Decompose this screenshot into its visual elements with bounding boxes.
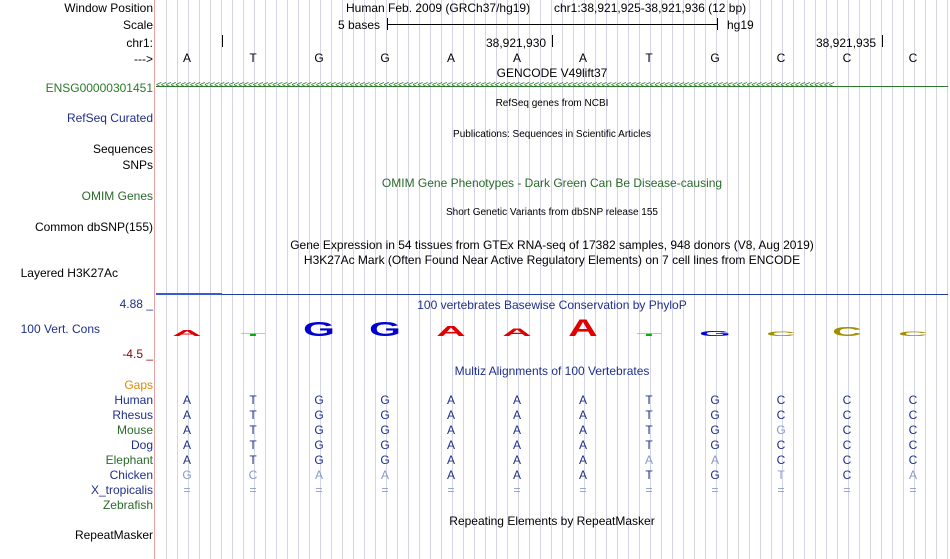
- alignment-base: A: [578, 453, 587, 467]
- alignment-base: =: [579, 483, 587, 497]
- reference-base: A: [446, 51, 455, 65]
- alignment-base: C: [248, 468, 258, 482]
- snps-track-label[interactable]: SNPs: [122, 158, 153, 172]
- alignment-base: A: [512, 468, 521, 482]
- conservation-letter: C: [898, 330, 928, 338]
- cons-baseline-highlight: [156, 293, 222, 295]
- alignment-base: =: [711, 483, 719, 497]
- multiz-track-title: Multiz Alignments of 100 Vertebrates: [454, 364, 650, 378]
- species-label-rhesus[interactable]: Rhesus: [112, 408, 153, 422]
- coord-tick-1: [222, 35, 223, 47]
- alignment-base: C: [776, 393, 786, 407]
- alignment-base: A: [644, 453, 653, 467]
- alignment-base: =: [315, 483, 323, 497]
- coord-tick-3: [882, 35, 883, 47]
- alignment-base: T: [249, 393, 257, 407]
- refseq-track-title: RefSeq genes from NCBI: [495, 98, 609, 109]
- scale-label: Scale: [122, 18, 153, 32]
- alignment-base: T: [645, 438, 653, 452]
- omim-track-title: OMIM Gene Phenotypes - Dark Green Can Be Disease-causing: [381, 176, 723, 190]
- gaps-label: Gaps: [124, 378, 153, 392]
- ensg-track-label[interactable]: ENSG00000301451: [45, 81, 153, 95]
- alignment-base: C: [842, 423, 852, 437]
- assembly-title: Human Feb. 2009 (GRCh37/hg19): [346, 1, 531, 15]
- alignment-base: A: [512, 453, 521, 467]
- alignment-base: G: [314, 393, 324, 407]
- alignment-base: G: [314, 408, 324, 422]
- alignment-base: =: [843, 483, 851, 497]
- reference-base: G: [380, 51, 390, 65]
- alignment-base: A: [314, 468, 323, 482]
- dbsnp-track-label[interactable]: Common dbSNP(155): [34, 220, 153, 234]
- repeatmasker-track-label[interactable]: RepeatMasker: [74, 528, 153, 542]
- refseq-track-label[interactable]: RefSeq Curated: [66, 111, 153, 125]
- alignment-base: T: [645, 468, 653, 482]
- alignment-base: =: [183, 483, 191, 497]
- h3k27ac-track-title: H3K27Ac Mark (Often Found Near Active Regulatory Elements) on 7 cell lines from ENCODE: [303, 253, 801, 267]
- alignment-base: T: [777, 468, 785, 482]
- alignment-base: G: [776, 423, 786, 437]
- reference-base: C: [908, 51, 918, 65]
- conservation-logo: [156, 314, 948, 342]
- alignment-base: A: [512, 393, 521, 407]
- gencode-transcript-line[interactable]: <<<<<<<<<<<<<<<<<<<<<<<<<<<<<<<<<<<<<<<<<<<<<<<<<<<<<<<<<<<<<<<<<<<<<<<<<<<<<<<<<<<<<<<<<<<<<<<<<<<<<<<<<<<<<<<<<<<<<<<<<<<<<<<<<<<<<<<<<<<<: [156, 81, 948, 93]
- coord-label-2: 38,921,935: [816, 36, 877, 50]
- omim-track-label[interactable]: OMIM Genes: [81, 189, 153, 203]
- window-position-label: Window Position: [64, 1, 153, 15]
- cons-max-label: 4.88 _: [119, 297, 153, 311]
- alignment-base: A: [908, 468, 917, 482]
- alignment-base: A: [446, 438, 455, 452]
- alignment-base: =: [645, 483, 653, 497]
- position-readout: chr1:38,921,925-38,921,936 (12 bp): [554, 1, 747, 15]
- alignment-base: A: [446, 453, 455, 467]
- alignment-base: A: [380, 468, 389, 482]
- alignment-base: =: [513, 483, 521, 497]
- reference-base: C: [776, 51, 786, 65]
- alignment-base: =: [249, 483, 257, 497]
- cons-track-label[interactable]: 100 Vert. Cons: [20, 322, 100, 336]
- alignment-base: G: [380, 408, 390, 422]
- alignment-base: C: [776, 453, 786, 467]
- scale-bar-left-tick: [387, 18, 388, 30]
- alignment-base: C: [842, 453, 852, 467]
- reference-base: G: [314, 51, 324, 65]
- alignment-base: A: [182, 438, 191, 452]
- publications-track-title: Publications: Sequences in Scientific Articles: [453, 129, 651, 140]
- alignment-base: G: [380, 453, 390, 467]
- alignment-base: G: [314, 423, 324, 437]
- alignment-base: A: [578, 408, 587, 422]
- gtex-track-title: Gene Expression in 54 tissues from GTEx RNA-seq of 17382 samples, 948 donors (V8, Aug 2019): [290, 238, 814, 252]
- alignment-base: A: [446, 468, 455, 482]
- alignment-base: C: [842, 408, 852, 422]
- alignment-base: T: [645, 408, 653, 422]
- alignment-base: A: [182, 393, 191, 407]
- strand-arrow-label: --->: [134, 52, 153, 66]
- alignment-base: C: [908, 408, 918, 422]
- alignment-base: T: [249, 438, 257, 452]
- alignment-base: C: [776, 408, 786, 422]
- chr-label: chr1:: [126, 36, 153, 50]
- species-label-x_tropicalis[interactable]: X_tropicalis: [90, 483, 153, 497]
- scale-text: 5 bases: [338, 18, 381, 32]
- conservation-letter: G: [699, 329, 731, 338]
- alignment-base: A: [578, 438, 587, 452]
- coord-tick-2: [552, 35, 553, 47]
- reference-base: T: [249, 51, 257, 65]
- scale-bar-right-tick: [717, 18, 718, 30]
- sequences-track-label[interactable]: Sequences: [92, 142, 153, 156]
- reference-base: G: [710, 51, 720, 65]
- coord-label-1: 38,921,930: [486, 36, 547, 50]
- alignment-base: A: [578, 393, 587, 407]
- conservation-letter: G: [303, 317, 335, 341]
- alignment-base: =: [447, 483, 455, 497]
- alignment-base: T: [249, 453, 257, 467]
- conservation-letter: A: [172, 328, 202, 338]
- alignment-base: A: [512, 408, 521, 422]
- reference-base: T: [645, 51, 653, 65]
- cons-baseline: [156, 294, 948, 295]
- reference-base: A: [512, 51, 521, 65]
- h3k27ac-track-label[interactable]: Layered H3K27Ac: [20, 266, 118, 280]
- alignment-base: C: [842, 438, 852, 452]
- alignment-base: =: [909, 483, 917, 497]
- species-label-chicken[interactable]: Chicken: [109, 468, 153, 482]
- alignment-base: A: [446, 408, 455, 422]
- alignment-base: A: [578, 423, 587, 437]
- alignment-base: C: [842, 468, 852, 482]
- alignment-base: A: [446, 423, 455, 437]
- alignment-base: A: [182, 453, 191, 467]
- alignment-base: G: [182, 468, 192, 482]
- alignment-base: C: [908, 393, 918, 407]
- alignment-base: G: [710, 423, 720, 437]
- species-label-zebrafish[interactable]: Zebrafish: [102, 498, 153, 512]
- alignment-base: C: [776, 438, 786, 452]
- conservation-letter: G: [369, 317, 401, 341]
- species-label-human[interactable]: Human: [114, 393, 153, 407]
- alignment-base: G: [380, 438, 390, 452]
- conservation-letter: C: [832, 324, 862, 340]
- alignment-base: A: [182, 408, 191, 422]
- alignment-base: G: [710, 408, 720, 422]
- label-divider: [154, 0, 155, 559]
- scale-bar: [387, 24, 717, 25]
- conservation-letter: A: [502, 326, 532, 339]
- alignment-base: A: [446, 393, 455, 407]
- species-label-mouse[interactable]: Mouse: [116, 423, 153, 437]
- reference-base: A: [182, 51, 191, 65]
- alignment-base: T: [645, 393, 653, 407]
- alignment-base: C: [908, 453, 918, 467]
- conservation-letter: T: [240, 332, 266, 337]
- alignment-base: A: [710, 453, 719, 467]
- alignment-base: G: [710, 468, 720, 482]
- conservation-letter: A: [436, 323, 466, 340]
- alignment-base: C: [842, 393, 852, 407]
- alignment-base: T: [249, 423, 257, 437]
- alignment-base: T: [249, 408, 257, 422]
- alignment-base: T: [645, 423, 653, 437]
- reference-base: A: [578, 51, 587, 65]
- species-label-dog[interactable]: Dog: [130, 438, 153, 452]
- dbsnp-track-title: Short Genetic Variants from dbSNP release 155: [446, 207, 658, 218]
- conservation-letter: A: [568, 315, 598, 342]
- alignment-base: G: [314, 453, 324, 467]
- alignment-base: =: [777, 483, 785, 497]
- alignment-base: G: [710, 438, 720, 452]
- species-label-elephant[interactable]: Elephant: [105, 453, 153, 467]
- scale-assembly: hg19: [727, 18, 754, 32]
- alignment-base: C: [908, 438, 918, 452]
- alignment-base: A: [182, 423, 191, 437]
- alignment-base: G: [380, 393, 390, 407]
- repeatmasker-track-title: Repeating Elements by RepeatMasker: [449, 514, 655, 528]
- conservation-letter: C: [766, 330, 796, 338]
- alignment-base: A: [578, 468, 587, 482]
- phylop-track-title: 100 vertebrates Basewise Conservation by PhyloP: [417, 298, 687, 312]
- alignment-base: G: [314, 438, 324, 452]
- alignment-base: A: [512, 438, 521, 452]
- cons-min-label: -4.5 _: [122, 347, 153, 361]
- conservation-letter: T: [636, 332, 662, 337]
- alignment-base: =: [381, 483, 389, 497]
- alignment-base: G: [710, 393, 720, 407]
- reference-base: C: [842, 51, 852, 65]
- alignment-base: C: [908, 423, 918, 437]
- gencode-track-title: GENCODE V49lift37: [496, 66, 608, 80]
- alignment-base: A: [512, 423, 521, 437]
- alignment-base: G: [380, 423, 390, 437]
